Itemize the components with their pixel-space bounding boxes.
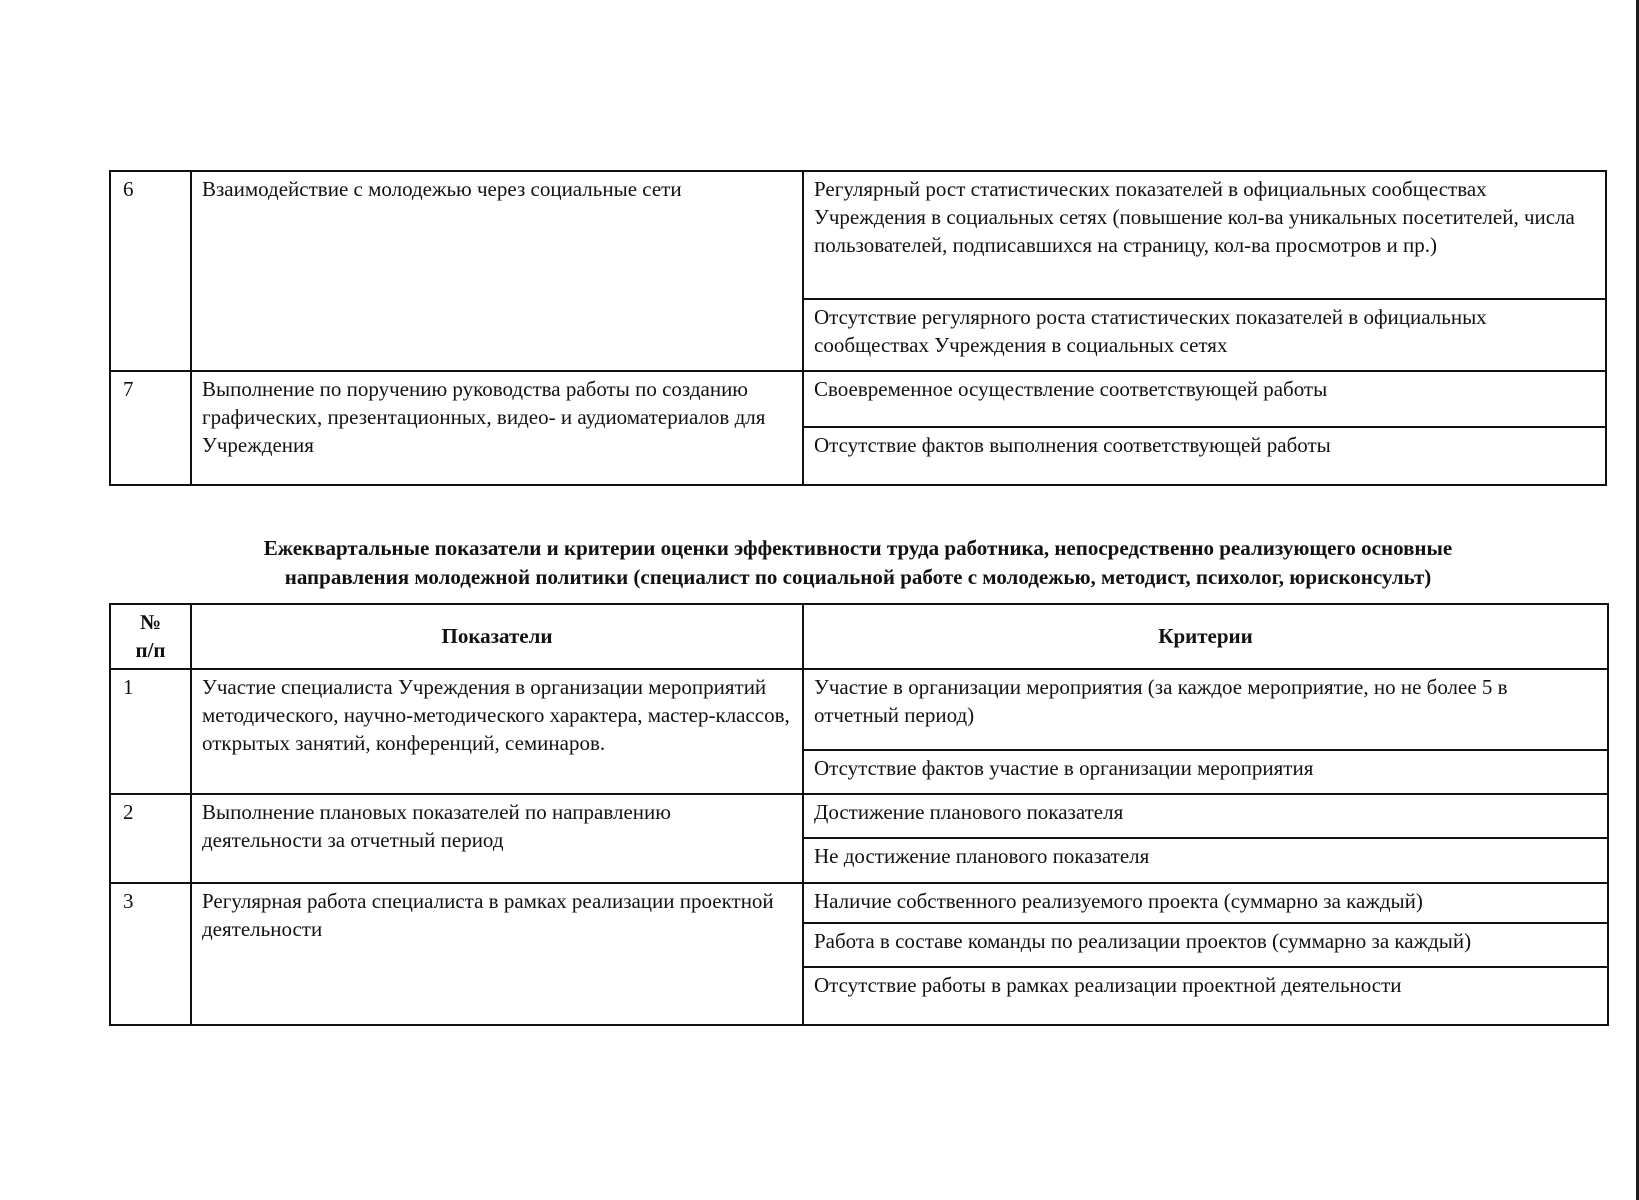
criterion-cell: Наличие собственного реализуемого проекта (суммарно за каждый): [803, 883, 1608, 923]
criterion-cell: Своевременное осуществление соответствующей работы: [803, 371, 1606, 427]
indicator-cell: Участие специалиста Учреждения в организации мероприятий методического, научно-методического характера, мастер-классов, открытых занятий, конференций, семинаров.: [191, 669, 803, 794]
section-heading-line: направления молодежной политики (специалист по социальной работе с молодежью, методист, психолог, юрисконсульт): [284, 565, 1432, 589]
table-row: [110, 171, 1606, 299]
criterion-cell: Участие в организации мероприятия (за каждое мероприятие, но не более 5 в отчетный период): [803, 669, 1608, 750]
criteria-table-continued: [109, 170, 1607, 486]
criterion-cell: Работа в составе команды по реализации проектов (суммарно за каждый): [803, 923, 1608, 967]
table-row: [110, 669, 1608, 750]
indicator-cell: Выполнение по поручению руководства работы по созданию графических, презентационных, видео- и аудиоматериалов для Учреждения: [191, 371, 803, 485]
row-number: 2: [110, 794, 191, 883]
table-header-row: [110, 604, 1608, 669]
quarterly-criteria-table: [109, 603, 1609, 1026]
row-number: 1: [110, 669, 191, 794]
criterion-cell: Не достижение планового показателя: [803, 838, 1608, 883]
row-number: 7: [110, 371, 191, 485]
section-heading: [109, 534, 1607, 592]
header-number-abbr: п/п: [135, 638, 166, 662]
criterion-cell: Отсутствие фактов выполнения соответствующей работы: [803, 427, 1606, 485]
table-row: [110, 371, 1606, 427]
row-number: 6: [110, 171, 191, 371]
header-number: [110, 604, 191, 669]
indicator-cell: Регулярная работа специалиста в рамках реализации проектной деятельности: [191, 883, 803, 1025]
criterion-cell: Достижение планового показателя: [803, 794, 1608, 838]
indicator-cell: Взаимодействие с молодежью через социальные сети: [191, 171, 803, 371]
header-criteria: Критерии: [803, 604, 1608, 669]
criterion-cell: Отсутствие регулярного роста статистических показателей в официальных сообществах Учреждения в социальных сетях: [803, 299, 1606, 371]
table-row: [110, 794, 1608, 838]
section-heading-line: Ежеквартальные показатели и критерии оценки эффективности труда работника, непосредственно реализующего основные: [263, 536, 1453, 560]
criterion-cell: Отсутствие работы в рамках реализации проектной деятельности: [803, 967, 1608, 1025]
header-indicators: Показатели: [191, 604, 803, 669]
table-row: [110, 883, 1608, 923]
criterion-cell: Отсутствие фактов участие в организации мероприятия: [803, 750, 1608, 794]
row-number: 3: [110, 883, 191, 1025]
indicator-cell: Выполнение плановых показателей по направлению деятельности за отчетный период: [191, 794, 803, 883]
criterion-cell: Регулярный рост статистических показателей в официальных сообществах Учреждения в социальных сетях (повышение кол-ва уникальных посетителей, числа пользователей, подписавшихся на страницу, кол-ва просмотров и пр.): [803, 171, 1606, 299]
header-number-symbol: №: [139, 610, 162, 634]
